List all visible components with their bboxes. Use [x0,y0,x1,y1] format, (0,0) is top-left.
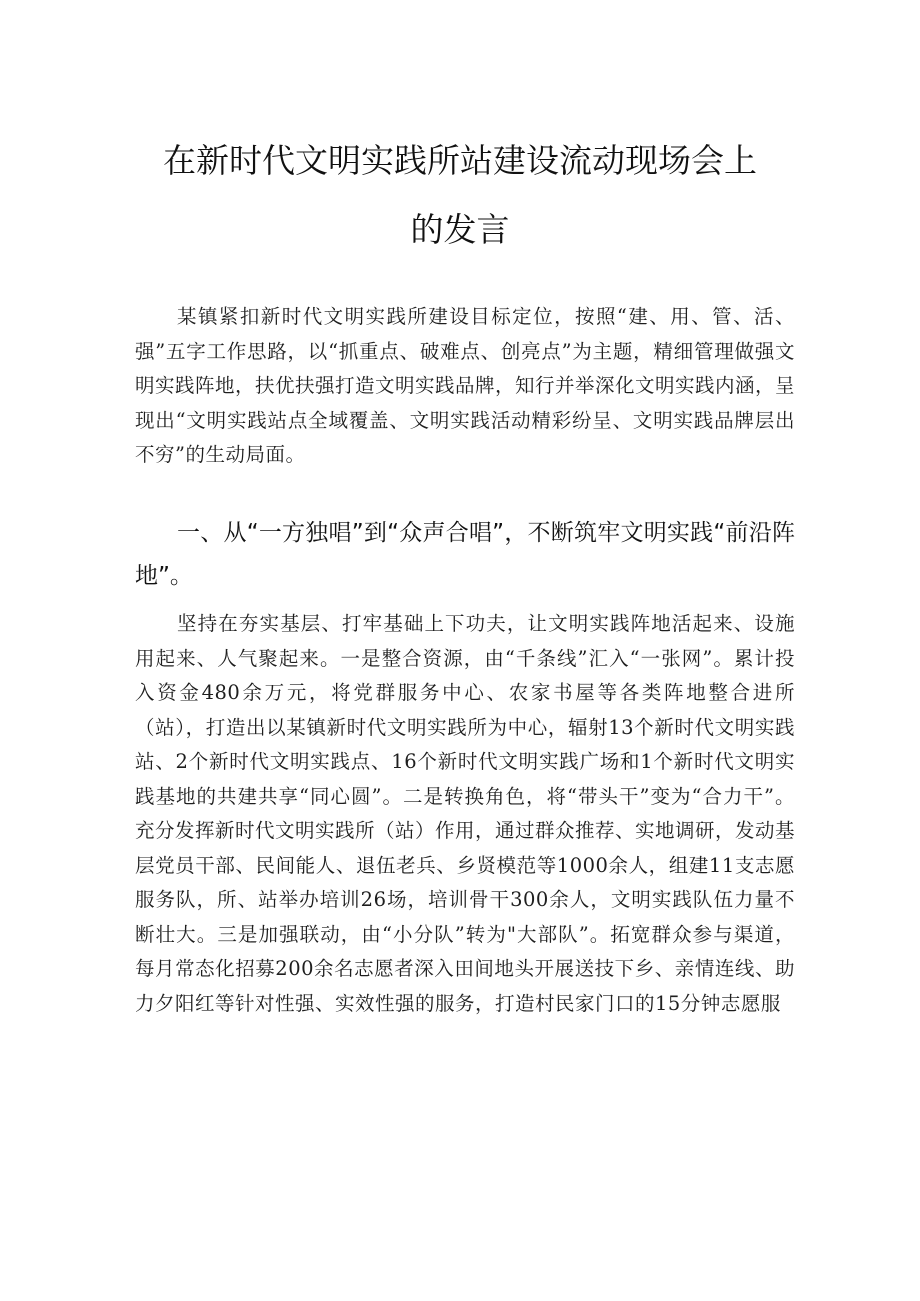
section-heading: 一、从“一方独唱”到“众声合唱”，不断筑牢文明实践“前沿阵地”。 [135,520,795,589]
document-title-line-2: 的发言 [410,210,510,249]
intro-paragraph: 某镇紧扣新时代文明实践所建设目标定位，按照“建、用、管、活、强”五字工作思路，以“抓重点、破难点、创亮点”为主题，精细管理做强文明实践阵地，扶优扶强打造文明实践品牌，知行并举深化文明实践内涵，呈现出“文明实践站点全域覆盖、文明实践活动精彩纷呈、文明实践品牌层出不穷”的生动局面。 [135,305,796,466]
section-paragraph: 坚持在夯实基层、打牢基础上下功夫，让文明实践阵地活起来、设施用起来、人气聚起来。一是整合资源，由“千条线”汇入“一张网”。累计投入资金480余万元，将党群服务中心、农家书屋等各类阵地整合进所（站），打造出以某镇新时代文明实践所为中心，辐射13个新时代文明实践站、2个新时代文明实践点、16个新时代文明实践广场和1个新时代文明实践基地的共建共享“同心圆”。二是转换角色，将“带头干”变为“合力干”。充分发挥新时代文明实践所（站）作用，通过群众推荐、实地调研，发动基层党员干部、民间能人、退伍老兵、乡贤模范等1000余人，组建11支志愿服务队，所、站举办培训26场，培训骨干300余人，文明实践队伍力量不断壮大。三是加强联动，由“小分队”转为"大部队”。拓宽群众参与渠道，每月常态化招募200余名志愿者深入田间地头开展送技下乡、亲情连线、助力夕阳红等针对性强、实效性强的服务，打造村民家门口的15分钟志愿服 [135,612,796,1015]
document-title-line-1: 在新时代文明实践所站建设流动现场会上 [163,141,757,180]
